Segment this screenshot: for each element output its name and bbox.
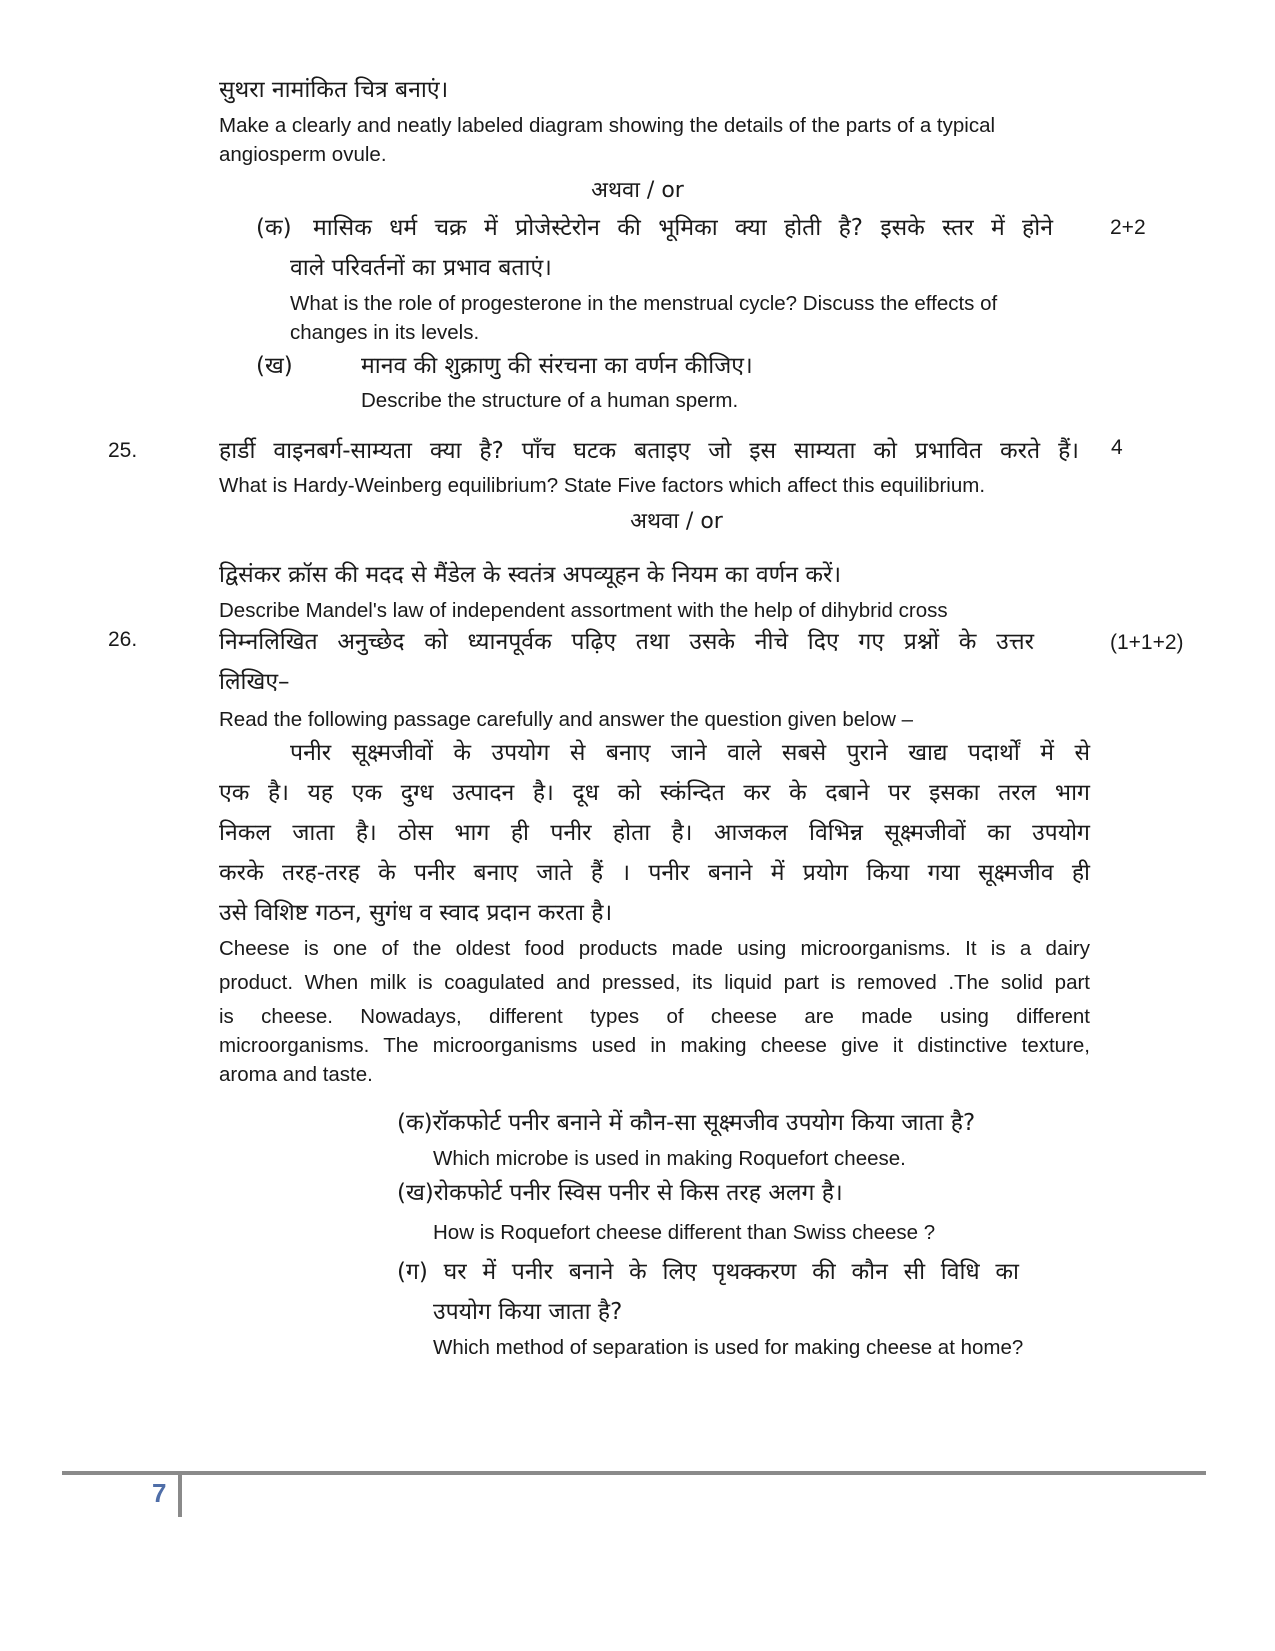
q24-b-english: Describe the structure of a human sperm. — [361, 389, 739, 412]
passage-hindi-line: उसे विशिष्ट गठन, सुगंध व स्वाद प्रदान करता है। — [219, 900, 613, 926]
q24-hindi-tail: सुथरा नामांकित चित्र बनाएं। — [219, 77, 449, 103]
q26-hindi-line2: लिखिए– — [219, 669, 290, 695]
q26-number: 26. — [108, 628, 138, 651]
q24-a-label: (क) — [256, 215, 292, 241]
passage-hindi-line: करके तरह-तरह के पनीर बनाए जाते हैं । पनीर बनाने में प्रयोग किया गया सूक्ष्मजीव ही — [219, 860, 1090, 886]
passage-english-line: Cheese is one of the oldest food products made using microorganisms. It is a dairy — [219, 937, 1090, 960]
passage-english-line: aroma and taste. — [219, 1063, 373, 1086]
q26-hindi-line1: निम्नलिखित अनुच्छेद को ध्यानपूर्वक पढ़िए तथा उसके नीचे दिए गए प्रश्नों के उत्तर — [219, 629, 1034, 655]
q24-b-hindi: मानव की शुक्राणु की संरचना का वर्णन कीजिए। — [361, 353, 753, 379]
q24-a-english-line1: What is the role of progesterone in the menstrual cycle? Discuss the effects of — [290, 292, 998, 315]
q26-sub-b-hindi: (ख)रोकफोर्ट पनीर स्विस पनीर से किस तरह अलग है। — [397, 1180, 843, 1206]
q26-sub-a-hindi: (क)रॉकफोर्ट पनीर बनाने में कौन-सा सूक्ष्मजीव उपयोग किया जाता है? — [397, 1110, 976, 1136]
q25-number: 25. — [108, 439, 138, 462]
q25-alt-english: Describe Mandel's law of independent assortment with the help of dihybrid cross — [219, 599, 948, 622]
q26-marks: (1+1+2) — [1110, 631, 1184, 654]
page-number: 7 — [152, 1478, 167, 1508]
footer-rule — [62, 1471, 1206, 1475]
q24-marks: 2+2 — [1110, 216, 1146, 239]
q25-hindi: हार्डी वाइनबर्ग-साम्यता क्या है? पाँच घटक बताइए जो इस साम्यता को प्रभावित करते हैं। — [219, 438, 1079, 464]
q26-english-instruction: Read the following passage carefully and answer the question given below – — [219, 708, 914, 731]
q26-sub-b-english: How is Roquefort cheese different than Swiss cheese ? — [433, 1221, 936, 1244]
q24-a-hindi-line2: वाले परिवर्तनों का प्रभाव बताएं। — [290, 255, 552, 281]
q26-sub-c-english: Which method of separation is used for making cheese at home? — [433, 1336, 1024, 1359]
q24-or-divider: अथवा / or — [591, 178, 684, 203]
passage-hindi-line: एक है। यह एक दुग्ध उत्पादन है। दूध को स्कंन्दित कर के दबाने पर इसका तरल भाग — [219, 780, 1090, 806]
passage-english-line: product. When milk is coagulated and pressed, its liquid part is removed .The solid part — [219, 971, 1090, 994]
q24-english-line1: Make a clearly and neatly labeled diagram showing the details of the parts of a typical — [219, 114, 996, 137]
passage-english-line: microorganisms. The microorganisms used in making cheese give it distinctive texture, — [219, 1034, 1090, 1057]
q26-sub-a-english: Which microbe is used in making Roquefort cheese. — [433, 1147, 906, 1170]
passage-english-line: is cheese. Nowadays, different types of cheese are made using different — [219, 1005, 1090, 1028]
q24-english-line2: angiosperm ovule. — [219, 143, 387, 166]
footer-divider — [178, 1475, 182, 1517]
q24-a-english-line2: changes in its levels. — [290, 321, 480, 344]
q24-b-label: (ख) — [256, 353, 293, 379]
passage-hindi-line: निकल जाता है। ठोस भाग ही पनीर होता है। आजकल विभिन्न सूक्ष्मजीवों का उपयोग — [219, 820, 1090, 846]
q26-sub-c-hindi-line2: उपयोग किया जाता है? — [433, 1299, 623, 1325]
q25-alt-hindi: द्विसंकर क्रॉस की मदद से मैंडेल के स्वतंत्र अपव्यूहन के नियम का वर्णन करें। — [219, 562, 842, 588]
passage-hindi-line: पनीर सूक्ष्मजीवों के उपयोग से बनाए जाने वाले सबसे पुराने खाद्य पदार्थों में से — [290, 740, 1090, 766]
q25-marks: 4 — [1111, 436, 1123, 459]
q26-sub-c-hindi-line1: (ग) घर में पनीर बनाने के लिए पृथक्करण की कौन सी विधि का — [397, 1259, 1019, 1285]
q24-a-hindi-line1: मासिक धर्म चक्र में प्रोजेस्टेरोन की भूमिका क्या होती है? इसके स्तर में होने — [313, 215, 1053, 241]
q25-or-divider: अथवा / or — [630, 509, 723, 534]
q25-english: What is Hardy-Weinberg equilibrium? State Five factors which affect this equilibrium. — [219, 474, 986, 497]
